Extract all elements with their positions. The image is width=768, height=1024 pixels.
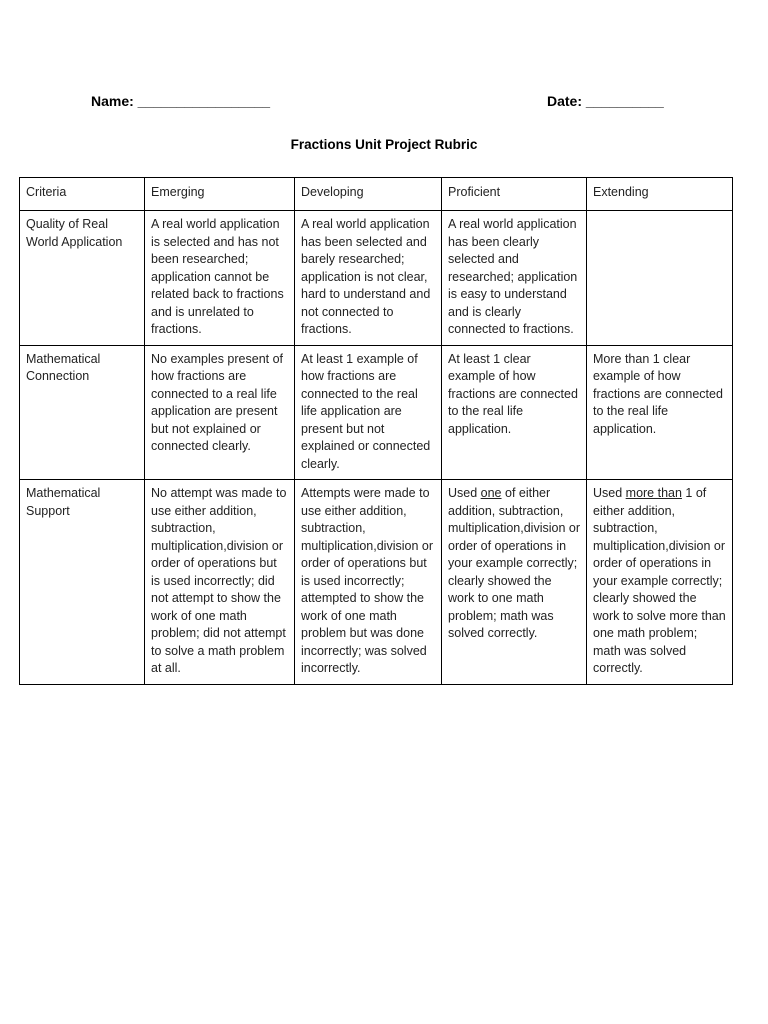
table-row (20, 345, 733, 480)
column-header-extending: Extending (587, 178, 733, 211)
table-row (20, 211, 733, 346)
extending-cell: More than 1 clear example of how fractions are connected to the real life application. (587, 345, 733, 480)
proficient-cell: A real world application has been clearly selected and researched; application is easy to understand and is clearly connected to fractions. (442, 211, 587, 346)
extending-cell (587, 480, 733, 685)
proficient-underlined-text: one (480, 486, 502, 500)
proficient-text-start: Used (448, 486, 481, 500)
extending-text-end: 1 of either addition, subtraction, multiplication,division or order of operations in your example correctly; clearly showed the work to solve more than one math problem; math was solved correctly. (593, 486, 726, 675)
column-header-emerging: Emerging (145, 178, 295, 211)
emerging-cell: No attempt was made to use either addition, subtraction, multiplication,division or order of operations but is used incorrectly; did not attempt to show the work of one math problem; did not attempt to solve a math problem at all. (145, 480, 295, 685)
proficient-cell: At least 1 clear example of how fractions are connected to the real life application. (442, 345, 587, 480)
date-field: Date: __________ (547, 93, 664, 109)
table-row (20, 480, 733, 685)
developing-cell: Attempts were made to use either addition, subtraction, multiplication,division or order of operations but is used incorrectly; attempted to show the work of one math problem but was done incorrectly; was solved incorrectly. (295, 480, 442, 685)
criteria-cell: Mathematical Support (20, 480, 145, 685)
name-field: Name: _________________ (91, 93, 271, 109)
extending-text-start: Used (593, 486, 626, 500)
proficient-cell (442, 480, 587, 685)
column-header-developing: Developing (295, 178, 442, 211)
emerging-cell: No examples present of how fractions are connected to a real life application are present but not explained or connected clearly. (145, 345, 295, 480)
criteria-cell: Mathematical Connection (20, 345, 145, 480)
proficient-text-end: of either addition, subtraction, multiplication,division or order of operations in your example correctly; clearly showed the work to one math problem; math was solved correctly. (448, 486, 581, 640)
developing-cell: At least 1 example of how fractions are connected to the real life application are present but not explained or connected clearly. (295, 345, 442, 480)
extending-cell (587, 211, 733, 346)
column-header-criteria: Criteria (20, 178, 145, 211)
table-header-row (20, 178, 733, 211)
column-header-proficient: Proficient (442, 178, 587, 211)
extending-underlined-text: more than (625, 486, 682, 500)
page-title: Fractions Unit Project Rubric (290, 137, 478, 152)
developing-cell: A real world application has been selected and barely researched; application is not clear, hard to understand and not connected to fractions. (295, 211, 442, 346)
emerging-cell: A real world application is selected and has not been researched; application cannot be related back to fractions and is unrelated to fractions. (145, 211, 295, 346)
criteria-cell: Quality of Real World Application (20, 211, 145, 346)
rubric-table (19, 177, 733, 685)
